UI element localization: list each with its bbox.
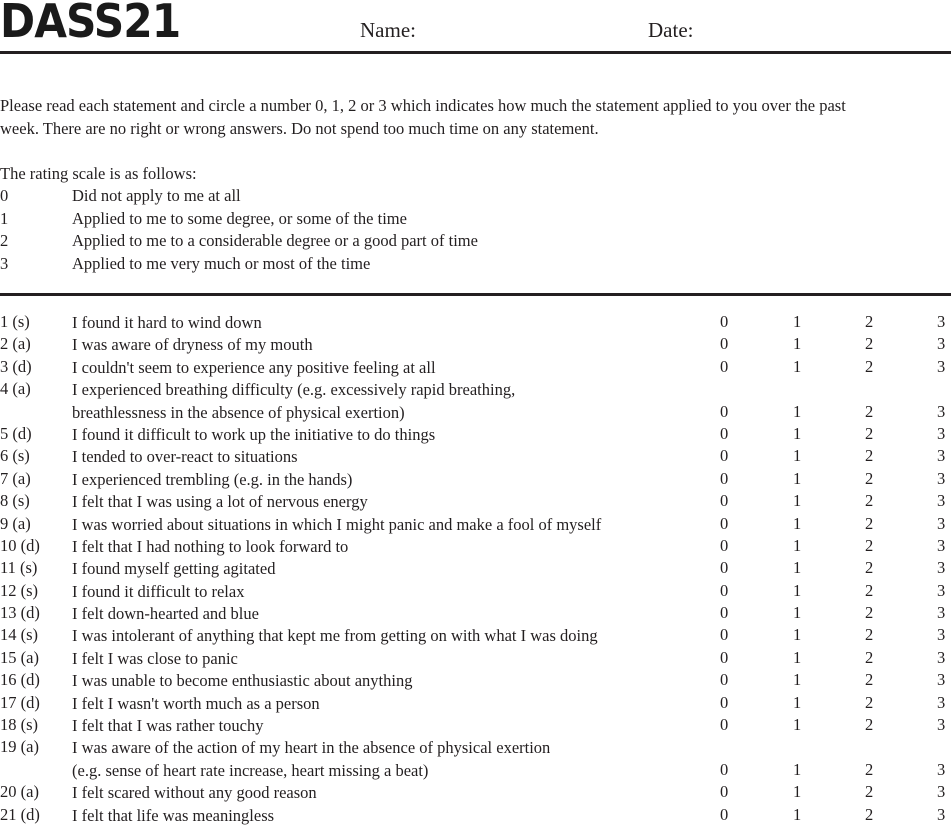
questionnaire-item (0, 558, 951, 580)
item-number: 4 (a) (0, 379, 31, 399)
rating-option-1[interactable]: 1 (793, 782, 802, 802)
questionnaire-item (0, 737, 951, 782)
item-statement-line-1: I felt I was close to panic (72, 648, 238, 668)
rating-options (0, 402, 951, 424)
rating-options (0, 514, 951, 536)
item-number: 12 (s) (0, 580, 39, 600)
rating-option-1[interactable]: 1 (793, 535, 802, 555)
rating-option-1[interactable]: 1 (793, 647, 802, 667)
rating-option-3[interactable]: 3 (937, 513, 946, 533)
rating-option-2[interactable]: 2 (865, 804, 874, 824)
scale-value: 2 (0, 231, 9, 250)
rating-options (0, 357, 951, 379)
rating-options (0, 805, 951, 827)
rating-option-2[interactable]: 2 (865, 782, 874, 802)
rating-option-1[interactable]: 1 (793, 513, 802, 533)
instructions-line-2: week. There are no right or wrong answers. Do not spend too much time on any statement. (0, 119, 599, 138)
questionnaire-item (0, 648, 951, 670)
rating-option-0[interactable]: 0 (720, 759, 729, 779)
rating-options (0, 603, 951, 625)
rating-option-3[interactable]: 3 (937, 312, 946, 331)
rating-option-2[interactable]: 2 (865, 491, 874, 511)
rating-options (0, 625, 951, 647)
rating-option-2[interactable]: 2 (865, 334, 874, 354)
rating-option-2[interactable]: 2 (865, 535, 874, 555)
item-statement-line-2: (e.g. sense of heart rate increase, heart missing a beat) (72, 760, 429, 780)
item-number: 15 (a) (0, 647, 39, 667)
rating-option-2[interactable]: 2 (865, 692, 874, 712)
item-number: 9 (a) (0, 513, 31, 533)
rating-option-2[interactable]: 2 (865, 603, 874, 623)
rating-option-2[interactable]: 2 (865, 625, 874, 645)
item-statement-line-1: I found it difficult to work up the initiative to do things (72, 424, 436, 444)
rating-option-0[interactable]: 0 (720, 782, 729, 802)
rating-option-1[interactable]: 1 (793, 715, 802, 735)
item-statement-line-1: I was worried about situations in which I might panic and make a fool of myself (72, 514, 602, 534)
item-statement-line-1: I found it difficult to relax (72, 581, 245, 601)
questionnaire-item (0, 312, 951, 334)
rating-option-1[interactable]: 1 (793, 692, 802, 712)
rating-option-3[interactable]: 3 (937, 692, 946, 712)
item-number: 5 (d) (0, 423, 32, 443)
scale-value: 3 (0, 253, 9, 273)
rating-option-0[interactable]: 0 (720, 334, 729, 354)
rating-option-0[interactable]: 0 (720, 580, 729, 600)
rating-option-0[interactable]: 0 (720, 468, 729, 488)
rating-option-3[interactable]: 3 (937, 356, 946, 376)
rating-options (0, 424, 951, 446)
item-statement-line-1: I found it hard to wind down (72, 313, 262, 332)
rating-option-1[interactable]: 1 (793, 670, 802, 690)
rating-option-3[interactable]: 3 (937, 468, 946, 488)
rating-option-2[interactable]: 2 (865, 423, 874, 443)
rating-option-0[interactable]: 0 (720, 625, 729, 645)
item-statement-line-1: I felt down-hearted and blue (72, 604, 259, 624)
questionnaire-item (0, 603, 951, 625)
rating-option-1[interactable]: 1 (793, 804, 802, 824)
rating-option-1[interactable]: 1 (793, 625, 802, 645)
name-field-label[interactable]: Name: (360, 18, 416, 42)
rating-options (0, 491, 951, 513)
questionnaire-item (0, 334, 951, 356)
rating-option-1[interactable]: 1 (793, 312, 802, 331)
rating-option-2[interactable]: 2 (865, 312, 874, 331)
questionnaire-item (0, 693, 951, 715)
scale-value: 1 (0, 208, 9, 228)
rating-option-2[interactable]: 2 (865, 647, 874, 667)
questionnaire-item (0, 536, 951, 558)
rating-option-2[interactable]: 2 (865, 580, 874, 600)
item-statement-line-1: I experienced trembling (e.g. in the hands) (72, 469, 353, 489)
item-statement-line-1: I was unable to become enthusiastic about anything (72, 671, 413, 691)
rating-option-0[interactable]: 0 (720, 804, 729, 824)
rating-option-2[interactable]: 2 (865, 670, 874, 690)
form-header (0, 0, 951, 54)
rating-options (0, 558, 951, 580)
rating-options (0, 670, 951, 692)
rating-option-2[interactable]: 2 (865, 446, 874, 466)
item-statement-line-1: I experienced breathing difficulty (e.g. excessively rapid breathing, (72, 380, 516, 400)
rating-option-3[interactable]: 3 (937, 491, 946, 511)
questionnaire-item (0, 805, 951, 827)
rating-option-0[interactable]: 0 (720, 603, 729, 623)
rating-option-2[interactable]: 2 (865, 759, 874, 779)
rating-option-0[interactable]: 0 (720, 647, 729, 667)
rating-scale-heading: The rating scale is as follows: (0, 164, 197, 183)
rating-option-0[interactable]: 0 (720, 513, 729, 533)
rating-options (0, 715, 951, 737)
rating-option-0[interactable]: 0 (720, 356, 729, 376)
item-number: 1 (s) (0, 312, 30, 331)
rating-option-1[interactable]: 1 (793, 491, 802, 511)
item-number: 2 (a) (0, 334, 31, 354)
rating-options (0, 782, 951, 804)
item-statement-line-2: breathlessness in the absence of physical exertion) (72, 402, 405, 422)
questionnaire-item (0, 782, 951, 804)
questionnaire-item (0, 625, 951, 647)
questionnaire-item (0, 424, 951, 446)
item-number: 21 (d) (0, 804, 40, 824)
rating-option-3[interactable]: 3 (937, 401, 946, 421)
questionnaire-item (0, 379, 951, 424)
item-number: 8 (s) (0, 491, 30, 511)
item-number: 3 (d) (0, 356, 32, 376)
questionnaire-item (0, 670, 951, 692)
scale-value: 0 (0, 186, 9, 205)
rating-options (0, 648, 951, 670)
rating-options (0, 312, 951, 334)
questionnaire-item (0, 446, 951, 468)
scale-description: Applied to me to a considerable degree or a good part of time (72, 231, 478, 250)
rating-option-3[interactable]: 3 (937, 625, 946, 645)
rating-option-1[interactable]: 1 (793, 603, 802, 623)
item-number: 18 (s) (0, 715, 39, 735)
rating-option-3[interactable]: 3 (937, 603, 946, 623)
form-title: DASS21 (0, 0, 181, 48)
rating-option-0[interactable]: 0 (720, 401, 729, 421)
item-number: 7 (a) (0, 468, 31, 488)
item-statement-line-1: I felt that life was meaningless (72, 805, 275, 825)
rating-option-0[interactable]: 0 (720, 715, 729, 735)
rating-option-3[interactable]: 3 (937, 334, 946, 354)
rating-option-0[interactable]: 0 (720, 558, 729, 578)
rating-option-0[interactable]: 0 (720, 491, 729, 511)
rating-option-1[interactable]: 1 (793, 580, 802, 600)
item-statement-line-1: I tended to over-react to situations (72, 447, 298, 467)
item-number: 6 (s) (0, 446, 30, 466)
item-statement-line-1: I was aware of the action of my heart in the absence of physical exertion (72, 738, 551, 758)
questionnaire-item (0, 581, 951, 603)
rating-option-1[interactable]: 1 (793, 401, 802, 421)
rating-options (0, 760, 951, 782)
rating-option-3[interactable]: 3 (937, 558, 946, 578)
rating-option-1[interactable]: 1 (793, 356, 802, 376)
rating-option-3[interactable]: 3 (937, 647, 946, 667)
questionnaire-item (0, 357, 951, 379)
rating-options (0, 693, 951, 715)
rating-option-0[interactable]: 0 (720, 446, 729, 466)
item-number: 19 (a) (0, 737, 39, 757)
rating-option-1[interactable]: 1 (793, 468, 802, 488)
rating-options (0, 334, 951, 356)
item-statement-line-1: I felt scared without any good reason (72, 783, 317, 803)
rating-options (0, 469, 951, 491)
rating-option-1[interactable]: 1 (793, 558, 802, 578)
rating-option-0[interactable]: 0 (720, 423, 729, 443)
rating-option-2[interactable]: 2 (865, 513, 874, 533)
rating-option-0[interactable]: 0 (720, 692, 729, 712)
item-number: 20 (a) (0, 782, 39, 802)
scale-description: Applied to me very much or most of the time (72, 253, 371, 273)
rating-option-2[interactable]: 2 (865, 558, 874, 578)
item-number: 16 (d) (0, 670, 40, 690)
rating-option-1[interactable]: 1 (793, 334, 802, 354)
rating-options (0, 581, 951, 603)
item-statement-line-1: I was intolerant of anything that kept me from getting on with what I was doing (72, 626, 598, 646)
date-field-label[interactable]: Date: (648, 18, 694, 42)
questionnaire-item (0, 491, 951, 513)
rating-option-1[interactable]: 1 (793, 759, 802, 779)
rating-option-3[interactable]: 3 (937, 446, 946, 466)
questionnaire-items (0, 312, 951, 827)
item-statement-line-1: I felt that I was rather touchy (72, 716, 264, 736)
rating-option-0[interactable]: 0 (720, 535, 729, 555)
item-statement-line-1: I found myself getting agitated (72, 559, 276, 579)
rating-option-3[interactable]: 3 (937, 782, 946, 802)
rating-option-2[interactable]: 2 (865, 356, 874, 376)
questionnaire-item (0, 469, 951, 491)
rating-option-3[interactable]: 3 (937, 715, 946, 735)
rating-option-3[interactable]: 3 (937, 535, 946, 555)
rating-option-3[interactable]: 3 (937, 580, 946, 600)
item-statement-line-1: I felt that I was using a lot of nervous energy (72, 492, 368, 512)
item-statement-line-1: I couldn't seem to experience any positive feeling at all (72, 357, 436, 377)
rating-option-3[interactable]: 3 (937, 804, 946, 824)
rating-option-1[interactable]: 1 (793, 423, 802, 443)
item-number: 11 (s) (0, 558, 38, 578)
rating-option-0[interactable]: 0 (720, 670, 729, 690)
instructions (0, 94, 951, 140)
rating-option-2[interactable]: 2 (865, 401, 874, 421)
rating-option-2[interactable]: 2 (865, 715, 874, 735)
rating-option-0[interactable]: 0 (720, 312, 729, 331)
header-divider (0, 51, 951, 54)
rating-option-3[interactable]: 3 (937, 423, 946, 443)
scale-description: Applied to me to some degree, or some of the time (72, 208, 407, 228)
scale-description: Did not apply to me at all (72, 186, 241, 205)
item-statement-line-1: I was aware of dryness of my mouth (72, 335, 313, 355)
rating-options (0, 446, 951, 468)
item-statement-line-1: I felt that I had nothing to look forward to (72, 536, 349, 556)
instructions-line-1: Please read each statement and circle a number 0, 1, 2 or 3 which indicates how much the statement applied to you over the past (0, 96, 846, 115)
rating-option-3[interactable]: 3 (937, 759, 946, 779)
item-number: 14 (s) (0, 625, 39, 645)
rating-options (0, 536, 951, 558)
rating-option-2[interactable]: 2 (865, 468, 874, 488)
item-statement-line-1: I felt I wasn't worth much as a person (72, 693, 320, 713)
questionnaire-item (0, 514, 951, 536)
item-number: 17 (d) (0, 692, 40, 712)
rating-option-3[interactable]: 3 (937, 670, 946, 690)
section-divider (0, 293, 951, 296)
questionnaire-item (0, 715, 951, 737)
item-number: 13 (d) (0, 603, 40, 623)
item-number: 10 (d) (0, 535, 40, 555)
rating-option-1[interactable]: 1 (793, 446, 802, 466)
